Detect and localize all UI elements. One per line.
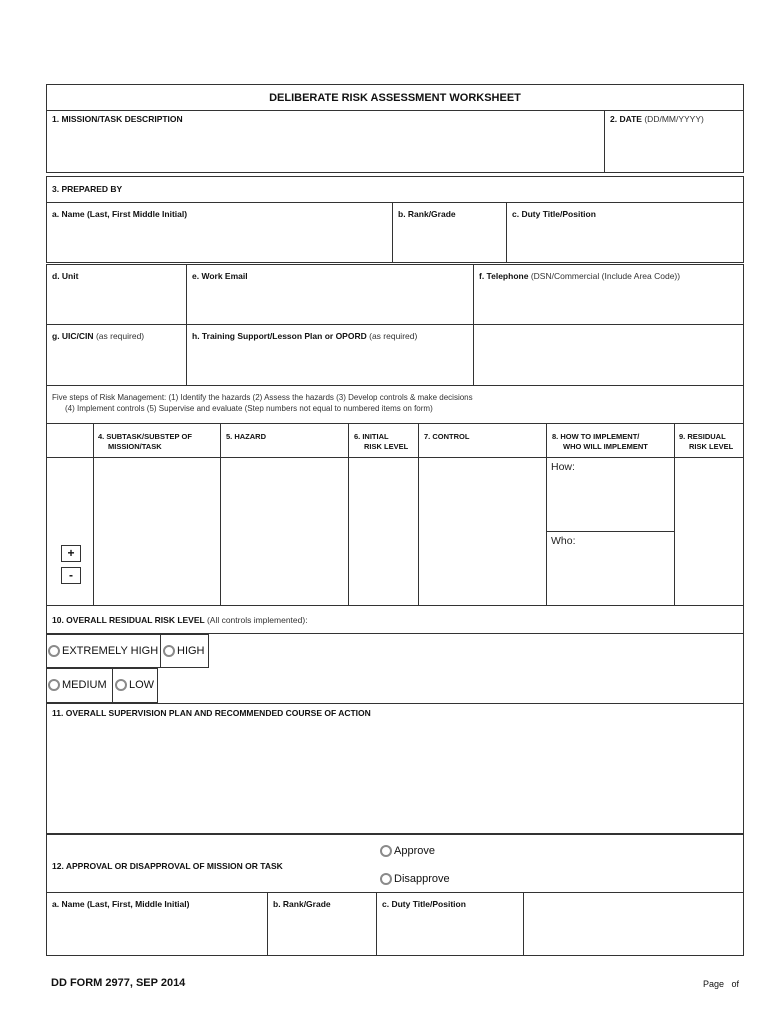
unit-label: d. Unit [52, 271, 79, 281]
steps-line-1: Five steps of Risk Management: (1) Identify the hazards (2) Assess the hazards (3) Develop controls & make decisions [52, 393, 473, 402]
approver-duty-label: c. Duty Title/Position [382, 899, 466, 909]
radio-disapprove[interactable]: Disapprove [380, 873, 450, 885]
five-steps-note [46, 385, 744, 424]
subtask-cell[interactable] [93, 457, 221, 606]
training-plan-field[interactable] [186, 324, 474, 386]
approver-duty-field[interactable] [376, 892, 524, 956]
col-hazard-header: 5. HAZARD [220, 423, 349, 458]
col-implement-header: 8. HOW TO IMPLEMENT/ WHO WILL IMPLEMENT [546, 423, 675, 458]
preparer-rank-field[interactable] [392, 202, 507, 263]
form-title: DELIBERATE RISK ASSESSMENT WORKSHEET [46, 84, 744, 111]
prepared-by-label: 3. PREPARED BY [52, 184, 123, 194]
approver-name-label: a. Name (Last, First, Middle Initial) [52, 899, 190, 909]
col-residual-header: 9. RESIDUAL RISK LEVEL [674, 423, 744, 458]
implement-cell [546, 457, 675, 606]
approver-rank-label: b. Rank/Grade [273, 899, 331, 909]
add-row-button[interactable]: + [61, 545, 81, 562]
radio-icon [48, 679, 60, 691]
control-cell[interactable] [418, 457, 547, 606]
remove-row-button[interactable]: - [61, 567, 81, 584]
radio-low[interactable]: LOW [115, 679, 154, 691]
initial-risk-cell[interactable] [348, 457, 419, 606]
col-initial-risk-header: 6. INITIAL RISK LEVEL [348, 423, 419, 458]
residual-risk-cell[interactable] [674, 457, 744, 606]
preparer-name-label: a. Name (Last, First Middle Initial) [52, 209, 188, 219]
radio-medium[interactable]: MEDIUM [48, 679, 107, 691]
radio-icon [48, 645, 60, 657]
supervision-plan-field[interactable] [46, 703, 744, 834]
col-control-header: 7. CONTROL [418, 423, 547, 458]
form-identifier: DD FORM 2977, SEP 2014 [51, 977, 186, 989]
steps-line-2: (4) Implement controls (5) Supervise and evaluate (Step numbers not equal to numbered items on form) [65, 404, 433, 413]
work-email-label: e. Work Email [192, 271, 248, 281]
table-header-blank [46, 423, 94, 458]
date-field[interactable] [604, 110, 744, 173]
date-label: 2. DATE (DD/MM/YYYY) [610, 114, 704, 124]
who-label: Who: [551, 535, 576, 547]
radio-approve[interactable]: Approve [380, 845, 435, 857]
approver-name-field[interactable] [46, 892, 268, 956]
work-email-field[interactable] [186, 264, 474, 325]
prepared-by-header [46, 176, 744, 203]
who-field[interactable] [547, 532, 674, 605]
approver-extra-field [523, 892, 744, 956]
radio-icon [380, 873, 392, 885]
telephone-field[interactable] [473, 264, 744, 325]
page-number: Page of [703, 979, 740, 989]
mission-description-field[interactable] [46, 110, 605, 173]
how-label: How: [551, 461, 575, 473]
residual-options-area [46, 633, 744, 704]
overall-residual-label: 10. OVERALL RESIDUAL RISK LEVEL (All controls implemented): [52, 615, 308, 625]
preparer-duty-label: c. Duty Title/Position [512, 209, 596, 219]
mission-label: 1. MISSION/TASK DESCRIPTION [52, 114, 183, 124]
approval-label: 12. APPROVAL OR DISAPPROVAL OF MISSION OR TASK [52, 861, 283, 871]
radio-icon [380, 845, 392, 857]
preparer-name-field[interactable] [46, 202, 393, 263]
preparer-duty-field[interactable] [506, 202, 744, 263]
preparer-rank-label: b. Rank/Grade [398, 209, 456, 219]
telephone-label: f. Telephone (DSN/Commercial (Include Area Code)) [479, 271, 681, 281]
how-field[interactable] [547, 458, 674, 532]
supervision-label: 11. OVERALL SUPERVISION PLAN AND RECOMMENDED COURSE OF ACTION [52, 708, 371, 718]
col-subtask-header: 4. SUBTASK/SUBSTEP OF MISSION/TASK [93, 423, 221, 458]
unit-field[interactable] [46, 264, 187, 325]
radio-icon [115, 679, 127, 691]
training-plan-label: h. Training Support/Lesson Plan or OPORD (as required) [192, 331, 418, 341]
radio-high[interactable]: HIGH [163, 645, 205, 657]
overall-residual-header [46, 605, 744, 634]
uic-field[interactable] [46, 324, 187, 386]
training-plan-extra [473, 324, 744, 386]
radio-extremely-high[interactable]: EXTREMELY HIGH [48, 645, 158, 657]
row-controls [46, 457, 94, 606]
approver-rank-field[interactable] [267, 892, 377, 956]
approval-section [46, 834, 744, 893]
uic-label: g. UIC/CIN (as required) [52, 331, 145, 341]
radio-icon [163, 645, 175, 657]
hazard-cell[interactable] [220, 457, 349, 606]
